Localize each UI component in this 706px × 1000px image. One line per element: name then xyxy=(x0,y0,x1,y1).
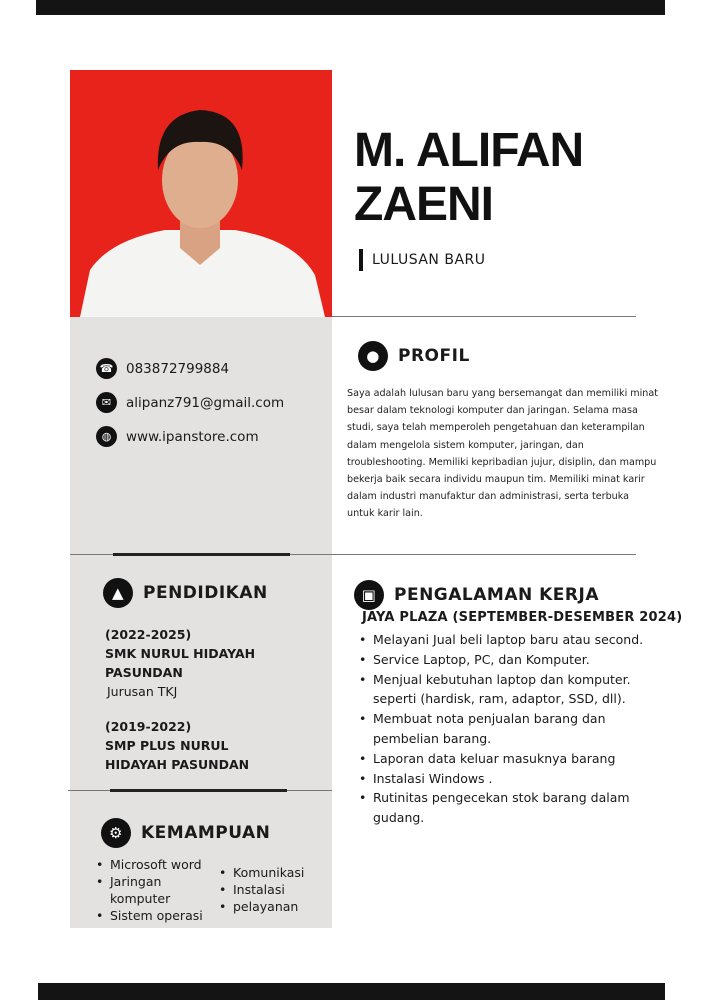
full-name xyxy=(354,124,583,232)
education-major: Jurusan TKJ xyxy=(107,684,178,699)
user-icon: ● xyxy=(358,341,388,371)
email-text: alipanz791@gmail.com xyxy=(126,394,285,411)
briefcase-icon: ▣ xyxy=(354,580,384,610)
education-school: SMP PLUS NURUL HIDAYAH PASUNDAN xyxy=(105,738,250,772)
experience-company: JAYA PLAZA (SEPTEMBER-DESEMBER 2024) xyxy=(362,610,683,625)
list-item: • Melayani Jual beli laptop baru atau second. xyxy=(357,630,657,650)
gear-icon: ⚙ xyxy=(101,818,131,848)
divider xyxy=(332,316,636,317)
skills-heading xyxy=(101,818,270,848)
list-item: • Microsoft word xyxy=(94,856,212,873)
list-item: • Instalasi Windows . xyxy=(357,769,657,789)
education-years: (2019-2022) xyxy=(105,719,192,734)
list-item: • Jaringan komputer xyxy=(94,873,212,907)
graduation-cap-icon: ▲ xyxy=(103,578,133,608)
education-heading xyxy=(103,578,268,608)
globe-icon: ◍ xyxy=(96,426,117,447)
name-line-1: M. ALIFAN xyxy=(354,124,584,177)
skills-list-1 xyxy=(94,856,212,924)
list-item: • Menjual kebutuhan laptop dan komputer. seperti (hardisk, ram, adaptor, SSD, dll). xyxy=(357,670,657,710)
contact-email xyxy=(96,392,284,413)
contact-website xyxy=(96,426,259,447)
phone-text: 083872799884 xyxy=(126,360,230,377)
skills-title: KEMAMPUAN xyxy=(141,823,271,843)
website-text: www.ipanstore.com xyxy=(126,428,259,445)
profile-heading xyxy=(358,341,470,371)
list-item: • Laporan data keluar masuknya barang xyxy=(357,749,657,769)
list-item: • Service Laptop, PC, dan Komputer. xyxy=(357,650,657,670)
list-item: • Membuat nota penjualan barang dan pembelian barang. xyxy=(357,709,657,749)
job-title: LULUSAN BARU xyxy=(359,249,486,271)
list-item: • Komunikasi xyxy=(217,864,304,881)
experience-heading xyxy=(354,580,599,610)
divider-accent xyxy=(110,789,287,792)
profile-text: Saya adalah lulusan baru yang bersemangat dan memiliki minat besar dalam teknologi komputer dan jaringan. Selama masa studi, saya telah memperoleh pengetahuan dan keterampilan dalam mengelola sistem komputer, jaringan, dan troubleshooting. Memiliki kepribadian jujur, disiplin, dan mampu bekerja baik secara individu maupun tim. Memiliki minat karir dalam industri manufaktur dan administrasi, serta terbuka untuk karir lain. xyxy=(347,388,659,520)
name-line-2: ZAENI xyxy=(354,178,493,231)
list-item: • pelayanan xyxy=(217,898,304,915)
education-title: PENDIDIKAN xyxy=(143,583,268,603)
education-school: SMK NURUL HIDAYAH PASUNDAN xyxy=(105,646,256,680)
education-years: (2022-2025) xyxy=(105,627,192,642)
list-item: • Instalasi xyxy=(217,881,304,898)
bottom-bar xyxy=(38,983,665,1000)
skills-list-2 xyxy=(217,864,304,915)
phone-icon: ☎ xyxy=(96,358,117,379)
top-bar xyxy=(36,0,665,15)
profile-title: PROFIL xyxy=(398,346,470,366)
list-item: • Sistem operasi xyxy=(94,907,212,924)
divider-accent xyxy=(113,553,290,556)
education-item xyxy=(105,625,275,701)
list-item: • Rutinitas pengecekan stok barang dalam gudang. xyxy=(357,788,657,828)
profile-photo xyxy=(70,70,332,317)
email-icon: ✉ xyxy=(96,392,117,413)
contact-phone xyxy=(96,358,229,379)
education-item xyxy=(105,717,265,774)
experience-title: PENGALAMAN KERJA xyxy=(394,585,599,605)
experience-list xyxy=(357,630,657,828)
